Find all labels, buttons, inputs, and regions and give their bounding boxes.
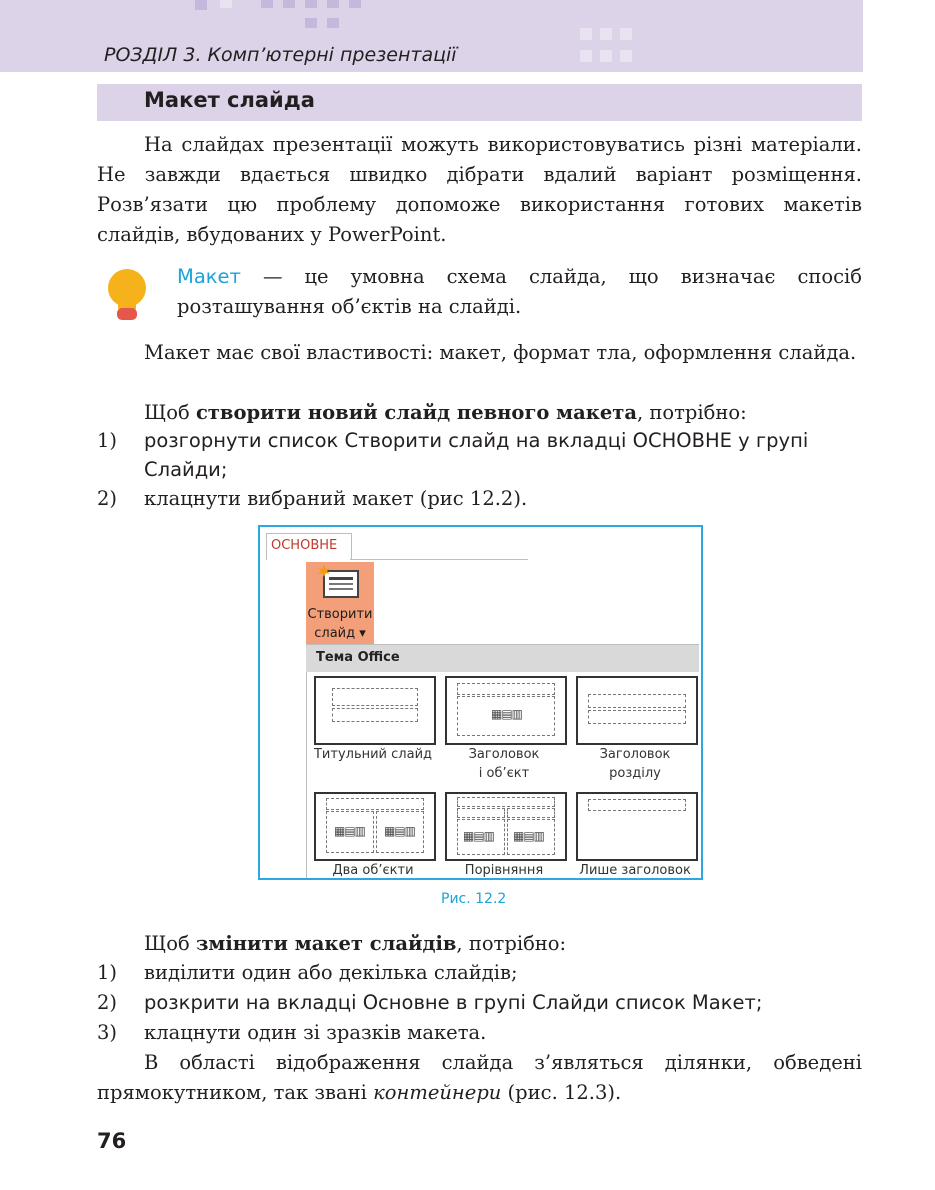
decor-square xyxy=(305,18,317,28)
gallery-header xyxy=(306,644,699,672)
tab-home-label: ОСНОВНЕ xyxy=(271,538,338,553)
page-number: 76 xyxy=(97,1129,127,1153)
decor-square xyxy=(600,50,612,62)
containers-tail: (рис. 12.3). xyxy=(501,1081,622,1104)
list-item-number: 2) xyxy=(97,991,118,1014)
title-placeholder xyxy=(332,688,418,706)
decor-square xyxy=(349,0,361,8)
layout-caption: Порівняння xyxy=(464,863,544,878)
layout-caption: і об’єкт xyxy=(478,766,530,781)
section-heading-bar xyxy=(97,84,862,121)
title-placeholder xyxy=(457,797,555,807)
content-icons: ▦▤▥ xyxy=(513,829,545,843)
figure-new-slide-gallery xyxy=(258,525,703,880)
new-slide-label-line1: Створити xyxy=(307,607,373,622)
list-item-number: 2) xyxy=(97,487,118,510)
decor-square xyxy=(580,50,592,62)
new-slide-button[interactable] xyxy=(306,562,374,647)
layout-caption: розділу xyxy=(609,766,661,781)
layout-caption: Лише заголовок xyxy=(579,863,691,878)
create-lead-paragraph xyxy=(97,398,862,428)
create-bold-text: створити новий слайд певного макета xyxy=(195,401,637,424)
text-placeholder xyxy=(588,710,686,724)
create-lead-text: Щоб xyxy=(144,401,196,424)
decor-square xyxy=(580,28,592,40)
definition-text: — це умовна схема слайда, що визначає спосіб розташування об’єктів на слайді. xyxy=(177,265,862,318)
list-item-number: 3) xyxy=(97,1021,118,1044)
content-icons: ▦▤▥ xyxy=(384,824,416,838)
definition-term: Макет xyxy=(177,265,241,288)
decor-square xyxy=(620,28,632,40)
new-slide-label-line2: слайд ▾ xyxy=(314,626,366,641)
layout-caption: Титульний слайд xyxy=(313,747,432,762)
content-icons: ▦▤▥ xyxy=(491,707,523,721)
list-item-text: клацнути вибраний макет (рис 12.2). xyxy=(144,487,528,510)
containers-text: В області відображення слайда з’являться ділянки, обведені прямокутником, так звані xyxy=(97,1051,862,1104)
title-placeholder xyxy=(457,683,555,695)
containers-paragraph xyxy=(97,1048,862,1108)
layout-two-content[interactable] xyxy=(314,792,436,861)
definition-paragraph xyxy=(177,262,862,322)
intro-paragraph: На слайдах презентації можуть використовуватись різні матеріали. Не завжди вдається швидко дібрати вдалий варіант розміщення. Розв’язати цю проблему допоможе використання готових макетів слайдів, вбудованих у PowerPoint. xyxy=(97,133,862,246)
subtitle-placeholder xyxy=(332,708,418,722)
chapter-title: РОЗДІЛ 3. Комп’ютерні презентації xyxy=(104,44,457,66)
tab-home[interactable] xyxy=(266,533,352,560)
new-slide-icon xyxy=(318,565,362,601)
tab-underline xyxy=(350,559,528,560)
list-item-text: клацнути один зі зразків макета. xyxy=(144,1021,487,1044)
content-icons: ▦▤▥ xyxy=(463,829,495,843)
change-tail-text: , потрібно: xyxy=(456,932,567,955)
gallery-left-border xyxy=(306,647,307,878)
layout-comparison[interactable] xyxy=(445,792,567,861)
title-placeholder xyxy=(326,798,424,810)
layout-caption: Два об’єкти xyxy=(332,863,414,878)
create-tail-text: , потрібно: xyxy=(636,401,747,424)
section-title: Макет слайда xyxy=(144,88,315,112)
layout-caption: Заголовок xyxy=(599,747,671,762)
layout-title-content[interactable] xyxy=(445,676,567,745)
list-item-text: розгорнути список Створити слайд на вкладці ОСНОВНЕ у групі Слайди; xyxy=(144,429,809,481)
gallery-header-label: Тема Office xyxy=(316,650,400,665)
decor-square xyxy=(261,0,273,8)
content-icons: ▦▤▥ xyxy=(334,824,366,838)
decor-square xyxy=(620,50,632,62)
decor-square xyxy=(283,0,295,8)
title-placeholder xyxy=(588,694,686,708)
heading-placeholder xyxy=(507,808,555,818)
lightbulb-icon xyxy=(106,268,148,322)
decor-square xyxy=(220,0,232,8)
list-item-text: розкрити на вкладці Основне в групі Слайди список Макет; xyxy=(144,991,763,1014)
layout-caption: Заголовок xyxy=(468,747,540,762)
decor-square xyxy=(305,0,317,8)
figure-caption: Рис. 12.2 xyxy=(441,891,507,907)
layout-title-only[interactable] xyxy=(576,792,698,861)
properties-paragraph: Макет має свої властивості: макет, формат тла, оформлення слайда. xyxy=(144,341,857,364)
list-item-number: 1) xyxy=(97,429,118,452)
layout-section-header[interactable] xyxy=(576,676,698,745)
decor-square xyxy=(600,28,612,40)
heading-placeholder xyxy=(457,808,505,818)
change-lead-paragraph xyxy=(97,929,862,959)
list-item-number: 1) xyxy=(97,961,118,984)
change-lead-text: Щоб xyxy=(144,932,196,955)
decor-square xyxy=(327,0,339,8)
containers-term: контейнери xyxy=(373,1081,502,1104)
layout-title-slide[interactable] xyxy=(314,676,436,745)
list-item-text: виділити один або декілька слайдів; xyxy=(144,961,518,984)
change-bold-text: змінити макет слайдів xyxy=(195,932,457,955)
title-placeholder xyxy=(588,799,686,811)
decor-square xyxy=(327,18,339,28)
decor-square xyxy=(195,0,207,10)
